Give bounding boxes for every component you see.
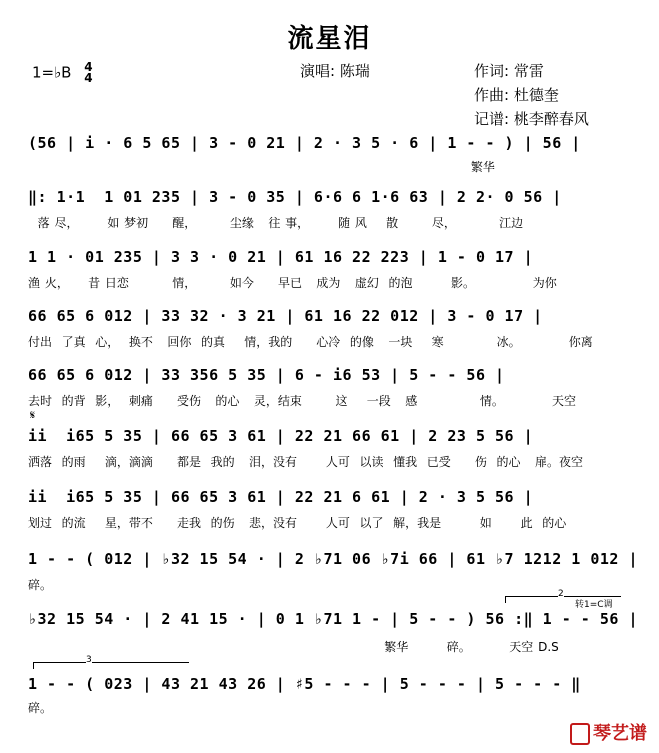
time-numerator: 4 bbox=[84, 60, 93, 74]
volta-2-modulation: 转1=C调 bbox=[575, 597, 613, 610]
volta-3-number: 3 bbox=[86, 655, 92, 665]
volta-3-bracket bbox=[33, 662, 189, 669]
time-signature bbox=[84, 62, 92, 84]
lyrics-line-6: 洒落 的雨 滴，滴滴 都是 我的 泪，没有 人可 以读 懂我 已受 伤 的心 扉。夜空 bbox=[28, 455, 583, 469]
lyrics-line-7: 划过 的流 星，带不 走我 的伤 悲，没有 人可 以了 解，我是 如 此 的心 bbox=[28, 516, 567, 530]
time-denominator: 4 bbox=[84, 71, 93, 85]
notes-line-9: ♭32 15 54 · | 2 41 15 · | 0 1 ♭71 1 - | 5 - - ) 56 :‖ 1 - - 56 | bbox=[28, 610, 638, 628]
watermark-text: 琴艺谱 bbox=[593, 723, 647, 744]
lyrics-line-3: 渔 火， 昔 日恋 情， 如今 早已 成为 虚幻 的泡 影。 为你 bbox=[28, 276, 557, 290]
composer-credit: 作曲: 杜德奎 bbox=[474, 86, 559, 104]
piano-logo-icon bbox=[570, 723, 590, 745]
key-signature bbox=[32, 62, 93, 84]
notes-line-3: 1 1 · 01 235 | 3 3 · 0 21 | 61 16 22 223 | 1 - 0 17 | bbox=[28, 248, 534, 266]
notes-line-6: ii i65 5 35 | 66 65 3 61 | 22 21 66 61 | 2 23 5 56 | bbox=[28, 427, 534, 445]
lyrics-line-2: 落 尽， 如 梦初 醒， 尘缘 往 事， 随 风 散 尽， 江边 bbox=[28, 216, 524, 230]
lyrics-line-10: 碎。 bbox=[28, 701, 53, 715]
singer-credit: 演唱: 陈瑞 bbox=[300, 62, 370, 80]
volta-2-number: 2 bbox=[558, 589, 564, 599]
watermark-logo bbox=[570, 719, 647, 745]
lyricist-credit: 作词: 常雷 bbox=[474, 62, 544, 80]
lyrics-line-9: 繁华 碎。 天空 D.S bbox=[28, 640, 559, 654]
notes-line-10: 1 - - ( 023 | 43 21 43 26 | ♯5 - - - | 5 - - - | 5 - - - ‖ bbox=[28, 675, 581, 693]
lyrics-line-1: 繁华 bbox=[28, 160, 495, 174]
notes-line-4: 66 65 6 012 | 33 32 · 3 21 | 61 16 22 012 | 3 - 0 17 | bbox=[28, 307, 543, 325]
notes-line-1: (56 | i · 6 5 65 | 3 - 0 21 | 2 · 3 5 · 6 | 1 - - ) | 56 | bbox=[28, 134, 581, 152]
lyrics-line-8: 碎。 bbox=[28, 578, 53, 592]
lyrics-line-5: 去时 的背 影， 刺痛 受伤 的心 灵，结束 这 一段 感 情。 天空 bbox=[28, 394, 576, 408]
transcriber-credit: 记谱: 桃李醉春风 bbox=[474, 110, 589, 128]
key-label: 1=♭B bbox=[32, 63, 72, 82]
notes-line-2: ‖: 1·1 1 01 235 | 3 - 0 35 | 6·6 6 1·6 63 | 2 2· 0 56 | bbox=[28, 188, 562, 206]
song-title: 流星泪 bbox=[287, 24, 372, 54]
notes-line-8: 1 - - ( 012 | ♭32 15 54 · | 2 ♭71 06 ♭7i 66 | 61 ♭7 1212 1 012 | bbox=[28, 550, 638, 568]
notes-line-7: ii i65 5 35 | 66 65 3 61 | 22 21 6 61 | 2 · 3 5 56 | bbox=[28, 488, 534, 506]
segno-mark: 𝄋 bbox=[30, 408, 36, 422]
notes-line-5: 66 65 6 012 | 33 356 5 35 | 6 - i6 53 | 5 - - 56 | bbox=[28, 366, 505, 384]
lyrics-line-4: 付出 了真 心， 换不 回你 的真 情，我的 心冷 的像 一块 寒 冰。 你离 bbox=[28, 335, 593, 349]
